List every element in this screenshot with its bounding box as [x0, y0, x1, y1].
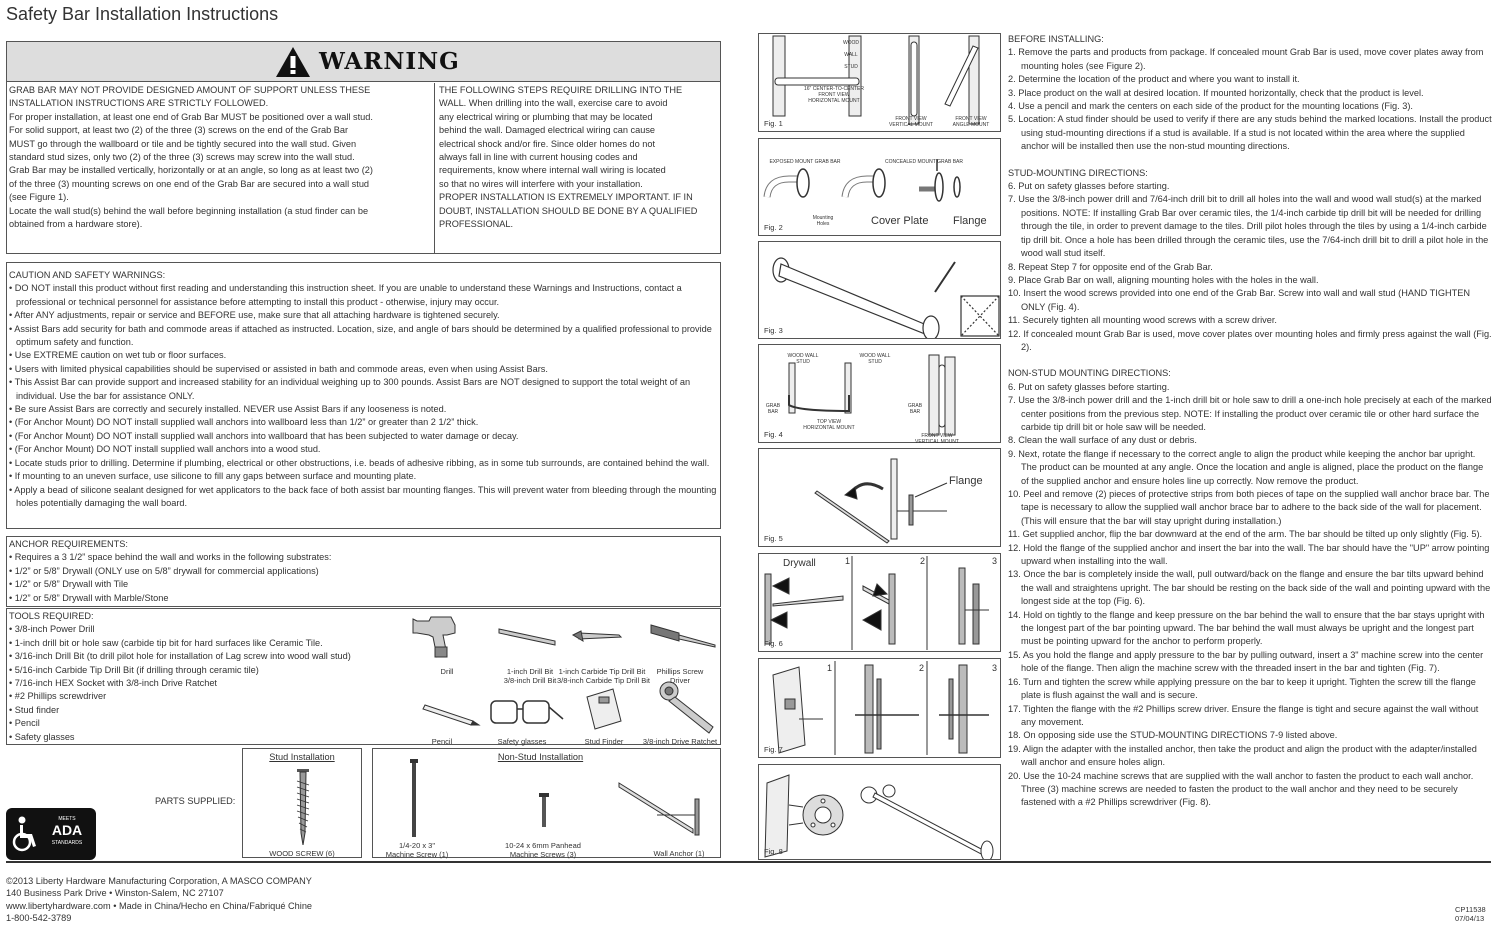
- footer-rule: [6, 861, 1491, 863]
- instruction-step: 6. Put on safety glasses before starting.: [1008, 381, 1170, 392]
- instruction-step: 7. Use the 3/8-inch power drill and 7/64-inch drill bit to drill all holes into the wall and wood wall stud(s) at the marked positions. NOTE: If installing Grab Bar over ceramic tiles, the 1/4-inch carbide tip drill bit will be needed for drilling through the tile, in order to prevent damage to the tiles. Drill pilot holes through the tiles by using a 1/4-inch carbide tip drill bit. Once a hole has been drilled through the ceramic tiles, use the 7/64-inch drill bit to drill a pilot hole in the wood wall stud itself.: [1008, 194, 1489, 259]
- ada-logo: [6, 808, 96, 860]
- instruction-step: 15. As you hold the flange and apply pressure to the bar by pulling outward, insert a 3" machine screw into the center hole of the flange. Then align the machine screw with the threaded insert in the bar and tighten (Fig. 7).: [1008, 649, 1484, 674]
- wheelchair-icon: [10, 816, 40, 852]
- figure-5: [758, 448, 1001, 547]
- tools-heading: TOOLS REQUIRED:: [9, 611, 94, 621]
- ada-top: MEETS: [58, 816, 76, 822]
- page-title: Safety Bar Installation Instructions: [6, 4, 279, 24]
- fig1-wall: WALL: [844, 52, 858, 58]
- instruction-step: 4. Use a pencil and mark the centers on each side of the product for the mounting locations (Fig. 3).: [1008, 101, 1413, 112]
- footer-phone: 1-800-542-3789: [6, 913, 72, 924]
- instruction-step: 5. Location: A stud finder should be used to verify if there are any studs behind the marked locations. Install the product using stud-mounting directions if a stud is available. If a stud is not located within the area where the supplied anchor will be installed then use the non-stud mounting directions.: [1008, 114, 1492, 152]
- fig7-step-2: 2: [919, 663, 925, 673]
- instruction-step: 12. If concealed mount Grab Bar is used, move cover plates over mounting holes and firmly press against the wall (Fig. 2).: [1008, 328, 1492, 352]
- tool-caption: Pencil: [431, 737, 453, 746]
- parts-supplied-label: PARTS SUPPLIED:: [155, 796, 236, 806]
- caution-item: • Locate studs prior to drilling. Determine if plumbing, electrical or other obstructions, i.e. beads of adhesive ribbing, as in some tub surrounds, are contained behind the wall.: [9, 457, 710, 468]
- stud-installation-title: Stud Installation: [269, 752, 335, 762]
- caution-item: • After ANY adjustments, repair or service and BEFORE use, make sure that all attaching hardware is tightened securely.: [9, 310, 500, 321]
- fig2-cover-plate-label: Cover Plate: [871, 215, 929, 227]
- instruction-step: 6. Put on safety glasses before starting.: [1008, 181, 1170, 192]
- figure-7-drawing: [759, 659, 1000, 757]
- figure-1-label: Fig. 1: [764, 119, 783, 128]
- tool-item: • Pencil: [9, 718, 40, 729]
- footer-website-link[interactable]: www.libertyhardware.com • Made in China/Hecho en China/Fabriqué Chine: [6, 900, 313, 911]
- wall-anchor-icon: [619, 783, 699, 835]
- tool-item: • 3/16-inch Drill Bit (to drill pilot hole for installation of Lag screw into wood wall stud): [9, 651, 351, 662]
- fig1-vertical-caption: FRONT VIEW VERTICAL MOUNT: [889, 116, 933, 128]
- footer-copyright: ©2013 Liberty Hardware Manufacturing Corporation, A MASCO COMPANY: [6, 876, 312, 886]
- document-code: [1455, 905, 1486, 923]
- instruction-step: 9. Place Grab Bar on wall, aligning mounting holes with the holes in the wall.: [1008, 274, 1319, 285]
- instruction-step: 20. Use the 10-24 machine screws that are supplied with the wall anchor to fasten the product to each wall anchor. Three (3) machine screws are needed to fasten the product to the wall anchor and they need to be securely fastened with a #2 Phillips screwdriver (Fig. 8).: [1008, 770, 1474, 808]
- caution-item: • (For Anchor Mount) DO NOT install supplied wall anchors into a wood stud.: [9, 444, 321, 455]
- figure-3-label: Fig. 3: [764, 326, 783, 335]
- tool-item: • 3/8-inch Power Drill: [9, 624, 95, 635]
- fig7-step-1: 1: [827, 663, 833, 673]
- fig4-wood-wall-stud-label: WOOD WALL STUD: [787, 353, 819, 365]
- panhead-screw-caption: 10-24 x 6mm Panhead Machine Screws (3): [505, 841, 581, 859]
- instruction-step: 1. Remove the parts and products from package. If concealed mount Grab Bar is used, move cover plates away from mounting holes (see Figure 2).: [1008, 47, 1484, 71]
- caution-heading: CAUTION AND SAFETY WARNINGS:: [9, 270, 166, 280]
- fig1-angle-caption: FRONT VIEW ANGLE MOUNT: [952, 116, 990, 128]
- caution-item: • If mounting to an uneven surface, use silicone to fill any gaps between surface and mounting plate.: [9, 471, 417, 482]
- fig4-wood-wall-stud-label: WOOD WALL STUD: [859, 353, 891, 365]
- figure-5-label: Fig. 5: [764, 534, 783, 543]
- caution-list: [9, 282, 718, 510]
- stud-finder-icon: [587, 689, 621, 729]
- instruction-step: 3. Place product on the wall at desired location. If mounted horizontally, check that the product is level.: [1008, 87, 1424, 98]
- instruction-step: 12. Hold the flange of the supplied anchor and insert the bar into the wall. The bar should have the "UP" arrow pointing upward when installing into the wall.: [1008, 542, 1490, 567]
- fig4-grab-bar-label: GRAB BAR: [765, 403, 781, 415]
- tool-caption: Stud Finder: [584, 737, 624, 746]
- fig2-mounting-holes-label: Mounting Holes: [812, 215, 834, 227]
- fig5-flange-label: Flange: [949, 475, 983, 487]
- warning-triangle-icon: [275, 46, 311, 78]
- caution-item: • Use EXTREME caution on wet tub or floor surfaces.: [9, 350, 227, 361]
- figure-8: [758, 764, 1001, 860]
- figure-1: [758, 33, 1001, 132]
- figure-5-drawing: [759, 449, 1000, 546]
- instruction-step: 8. Repeat Step 7 for opposite end of the Grab Bar.: [1008, 261, 1213, 272]
- fig4-top-view-caption: TOP VIEW HORIZONTAL MOUNT: [803, 419, 855, 431]
- screwdriver-icon: [651, 625, 715, 647]
- tool-caption: 3/8-inch Drive Ratchet: [642, 737, 718, 746]
- footer: [6, 875, 312, 925]
- warning-heading: WARNING: [319, 48, 460, 76]
- ratchet-icon: [660, 682, 713, 733]
- fig4-front-view-caption: FRONT VIEW VERTICAL MOUNT: [915, 433, 959, 445]
- instruction-step: 9. Next, rotate the flange if necessary to the correct angle to align the product while keeping the anchor bar upright. The product can be mounted at any angle. Once the location and angle is aligned, place the product on the flange of the supplied anchor and ensure holes line up correctly. Now remove the product.: [1008, 448, 1484, 486]
- caution-item: • (For Anchor Mount) DO NOT install supplied wall anchors into wallboard that has been subjected to water damage or decay.: [9, 430, 519, 441]
- stud-installation-box: [242, 748, 362, 858]
- instruction-step: 11. Securely tighten all mounting wood screws with a screw driver.: [1008, 315, 1277, 326]
- fig2-concealed-label: CONCEALED MOUNT GRAB BAR: [885, 159, 963, 165]
- figure-7-label: Fig. 7: [764, 745, 783, 754]
- instruction-step: 17. Tighten the flange with the #2 Phillips screw driver. Ensure the flange is tight and secure against the wall without any movement.: [1008, 703, 1479, 727]
- caution-item: • DO NOT install this product without first reading and understanding this instruction sheet. If you are unable to understand these Warnings and Instructions, contact a professional or technical personnel for assistance before attempting to install this product - otherwise, injury may occur.: [9, 283, 682, 307]
- tool-item: • Stud finder: [9, 704, 60, 715]
- figure-2-label: Fig. 2: [764, 223, 783, 232]
- instruction-step: 16. Turn and tighten the screw while applying pressure on the bar to keep it upright. Tighten the screw till the flange plate is flush against the wall and is secure.: [1008, 676, 1476, 701]
- instruction-step: 18. On opposing side use the STUD-MOUNTING DIRECTIONS 7-9 listed above.: [1008, 730, 1338, 741]
- wood-screw-icon: [295, 769, 311, 845]
- fig6-step-1: 1: [845, 556, 851, 566]
- tool-item: • 5/16-inch Carbide Tip Drill Bit (if drilling through ceramic tile): [9, 664, 259, 675]
- anchor-item: • 1/2” or 5/8” Drywall (ONLY use on 5/8” drywall for commercial applications): [9, 565, 319, 576]
- warning-box: [6, 41, 721, 254]
- instruction-step: 10. Peel and remove (2) pieces of protective strips from both pieces of tape on the supplied wall anchor brace bar. The tape is necessary to allow the supplied wall anchor brace bar to adhere to the back side of the wall for placement. (This will ensure that the bar will stay upright during installation.): [1008, 489, 1490, 526]
- instructions-column: [1008, 33, 1492, 810]
- panhead-screw-icon: [539, 793, 549, 827]
- anchor-item: • 1/2” or 5/8” Drywall with Marble/Stone: [9, 592, 169, 603]
- stud-mounting-heading: STUD-MOUNTING DIRECTIONS:: [1008, 167, 1148, 178]
- machine-screw-caption: 1/4-20 x 3" Machine Screw (1): [385, 841, 449, 859]
- instruction-step: 19. Align the adapter with the installed anchor, then take the product and align the product with the adapter/installed wall anchor and ensure holes align.: [1008, 743, 1477, 768]
- figure-2: [758, 138, 1001, 236]
- figure-4: [758, 344, 1001, 443]
- tool-caption: 1-inch Drill Bit 3/8-inch Drill Bit: [503, 667, 557, 685]
- fig6-step-3: 3: [992, 556, 998, 566]
- anchor-item: • Requires a 3 1/2” space behind the wall and works in the following substrates:: [9, 552, 332, 563]
- instruction-step: 10. Insert the wood screws provided into one end of the Grab Bar. Screw into wall and wall stud (HAND TIGHTEN ONLY (Fig. 4).: [1008, 288, 1470, 312]
- drill-icon: [413, 617, 455, 657]
- warning-right-text: THE FOLLOWING STEPS REQUIRE DRILLING INTO THE WALL. When drilling into the wall, exercise care to avoid any electrical wiring or plumbing that may be located behind the wall. Damaged electrical wiring can cause electrical shock and/or fire. Since older homes do not always fall in line with current housing codes and requirements, know where internal wall wiring is located so that no wires will interfere with your installation. PROPER INSTALLATION IS EXTREMELY IMPORTANT. IF IN DOUBT, INSTALLATION SHOULD BE DONE BY A QUALIFIED PROFESSIONAL.: [439, 85, 698, 230]
- document-date: 07/04/13: [1455, 914, 1485, 923]
- ada-bottom: STANDARDS: [51, 840, 83, 846]
- instruction-step: 13. Once the bar is completely inside the wall, pull outward/back on the flange and ensure the bar tilts upward behind the wall and straightens upright. The bar should be resting on the back side of the wall and pointing upward with the longest side at the top (Fig. 6).: [1008, 569, 1491, 607]
- instruction-step: 8. Clean the wall surface of any dust or debris.: [1008, 435, 1197, 446]
- tool-caption: Safety glasses: [497, 737, 547, 746]
- caution-item: • Assist Bars add security for bath and commode areas if attached as instructed. Location, size, and angle of bars should be determined by a qualified professional to provide optimum safety and function.: [9, 323, 712, 348]
- fig1-wood: WOOD: [842, 40, 860, 46]
- caution-item: • Be sure Assist Bars are correctly and securely installed. NEVER use Assist Bars if any looseness is noted.: [9, 404, 447, 415]
- non-stud-parts-illustration: [403, 753, 703, 839]
- caution-item: • Users with limited physical capabilities should be supervised or assisted in bath and commode areas, even when using Assist Bars.: [9, 363, 548, 374]
- instruction-step: 11. Get supplied anchor, flip the bar downward at the end of the arm. The bar should be tilted up only slightly (Fig. 5).: [1008, 529, 1483, 540]
- figure-6-label: Fig. 6: [764, 639, 783, 648]
- non-stud-installation-box: [372, 748, 721, 858]
- instruction-step: 2. Determine the location of the product and where you want to install it.: [1008, 74, 1300, 85]
- figure-4-label: Fig. 4: [764, 430, 783, 439]
- figure-3: [758, 241, 1001, 339]
- fig1-horizontal-caption: 16" CENTER-TO-CENTER FRONT VIEW HORIZONTAL MOUNT: [803, 86, 865, 104]
- machine-screw-icon: [410, 759, 418, 837]
- tool-item: • 1-inch drill bit or hole saw (carbide tip bit for hard surfaces like Ceramic Tile.: [9, 637, 323, 648]
- instruction-step: 7. Use the 3/8-inch power drill and the 1-inch drill bit or hole saw to drill a one-inch hole precisely at each of the marked center positions from the previous step. NOTE: If installing the product over ceramic tile or other hard surface the carbide tip drill bit or hole saw will be needed.: [1008, 395, 1492, 432]
- figure-6: [758, 553, 1001, 652]
- wood-screw-caption: WOOD SCREW (6): [269, 849, 335, 858]
- warning-left-text: GRAB BAR MAY NOT PROVIDE DESIGNED AMOUNT OF SUPPORT UNLESS THESE INSTALLATION INSTRUCTIONS ARE STRICTLY FOLLOWED. For proper installation, at least one end of Grab Bar MUST be positioned over a wall stud. For solid support, at least two (2) of the three (3) screws on the end of the Grab Bar MUST go through the wallboard or tile and be tightly secured into the wall stud. Given standard stud sizes, only two (2) of the three (3) screws may screw into the wall stud. Grab Bar may be installed vertically, horizontally or at an angle, so long as at least two (2) of the three (3) mounting screws on one end of the Grab Bar are secured into a wall stud (see Figure 1). Locate the wall stud(s) behind the wall before beginning installation (a stud finder can be obtained from a hardware store).: [7, 83, 435, 254]
- figure-3-drawing: [759, 242, 1000, 338]
- non-stud-mounting-heading: NON-STUD MOUNTING DIRECTIONS:: [1008, 368, 1171, 379]
- figure-8-drawing: [759, 765, 1000, 859]
- fig7-step-3: 3: [992, 663, 998, 673]
- anchor-heading: ANCHOR REQUIREMENTS:: [9, 539, 128, 549]
- tool-caption: 1-inch Carbide Tip Drill Bit 3/8-inch Carbide Tip Drill Bit: [557, 667, 650, 685]
- drill-bit-icon: [499, 629, 621, 645]
- document-code-number: CP11538: [1455, 905, 1486, 914]
- safety-glasses-icon: [491, 701, 563, 723]
- wall-anchor-caption: Wall Anchor (1): [653, 849, 705, 858]
- tool-caption: Drill: [440, 667, 454, 676]
- fig6-drywall-label: Drywall: [783, 558, 816, 569]
- non-stud-installation-title: Non-Stud Installation: [497, 752, 584, 762]
- caution-item: • (For Anchor Mount) DO NOT install supplied wall anchors into wallboard less than 1/2” or greater than 2 1/2” thick.: [9, 417, 479, 428]
- anchor-requirements-box: [6, 536, 721, 607]
- caution-box: [6, 262, 721, 529]
- tools-box: [6, 608, 721, 745]
- warning-header: [7, 42, 720, 82]
- instruction-step: 14. Hold on tightly to the flange and keep pressure on the bar behind the wall to ensure that the bar stays upright with the longest part of the bar pointing upward. The bar behind the wall must always be upright and the longest part must be pointing upward for the anchor to perform properly.: [1008, 609, 1485, 647]
- fig1-stud: STUD: [844, 64, 858, 70]
- tool-item: • #2 Phillips screwdriver: [9, 691, 107, 702]
- ada-main: ADA: [51, 822, 83, 838]
- fig4-grab-bar-label: GRAB BAR: [907, 403, 923, 415]
- tool-caption: Phillips Screw Driver: [656, 667, 704, 685]
- anchor-item: • 1/2” or 5/8” Drywall with Tile: [9, 579, 129, 590]
- figure-7: [758, 658, 1001, 758]
- tool-item: • 7/16-inch HEX Socket with 3/8-inch Drive Ratchet: [9, 678, 217, 689]
- caution-item: • Apply a bead of silicone sealant designed for wet applicators to the back face of both assist bar mounting flanges. This will prevent water from bleeding through the mounting holes potentially damaging the wall board.: [9, 484, 717, 508]
- figure-8-label: Fig. 8: [764, 847, 783, 856]
- fig2-flange-label: Flange: [953, 215, 987, 227]
- before-installing-heading: BEFORE INSTALLING:: [1008, 34, 1104, 44]
- caution-item: • This Assist Bar can provide support and increased stability for an individual weighing up to 300 pounds. Assist Bars are NOT designed to support the total weight of an individual. Use the bar for assistance ONLY.: [9, 377, 691, 401]
- fig2-exposed-label: EXPOSED MOUNT GRAB BAR: [769, 159, 841, 165]
- fig6-step-2: 2: [920, 556, 926, 566]
- tool-item: • Safety glasses: [9, 731, 75, 742]
- pencil-icon: [423, 705, 479, 725]
- footer-address: 140 Business Park Drive • Winston-Salem, NC 27107: [6, 888, 224, 899]
